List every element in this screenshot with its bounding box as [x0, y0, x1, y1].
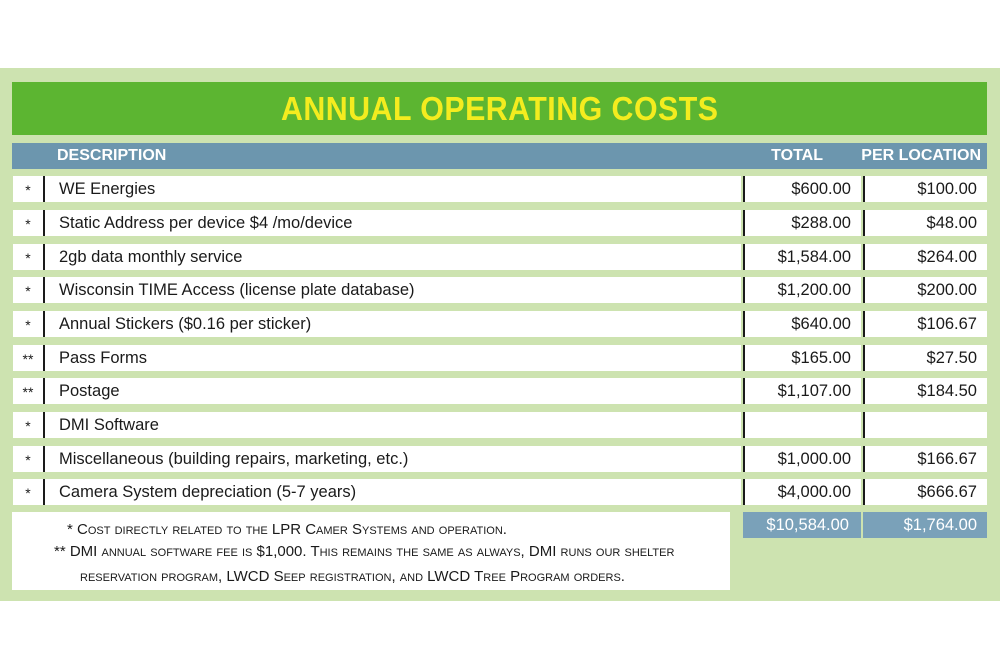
- row-marker: *: [13, 479, 43, 505]
- table-row: [12, 176, 987, 202]
- row-marker: **: [13, 345, 43, 371]
- row-per-location: [863, 412, 987, 438]
- row-description: Miscellaneous (building repairs, marketing, etc.): [43, 446, 741, 472]
- column-header-description: DESCRIPTION: [57, 147, 167, 164]
- footnote-double-star: ** DMI annual software fee is $1,000. This remains the same as always, DMI runs our shelter: [54, 543, 675, 560]
- page-title: ANNUAL OPERATING COSTS: [280, 89, 719, 127]
- row-total: $1,584.00: [743, 244, 861, 270]
- row-marker: *: [13, 210, 43, 236]
- footnote-single-star: * Cost directly related to the LPR Camer Systems and operation.: [67, 521, 507, 538]
- table-row: [12, 210, 987, 236]
- row-marker: *: [13, 311, 43, 337]
- row-marker: **: [13, 378, 43, 404]
- row-per-location: $200.00: [863, 277, 987, 303]
- row-per-location: $666.67: [863, 479, 987, 505]
- table-row: [12, 378, 987, 404]
- table-row: [12, 311, 987, 337]
- row-per-location: $166.67: [863, 446, 987, 472]
- row-description: Annual Stickers ($0.16 per sticker): [43, 311, 741, 337]
- row-total: $1,200.00: [743, 277, 861, 303]
- row-description: 2gb data monthly service: [43, 244, 741, 270]
- row-description: Pass Forms: [43, 345, 741, 371]
- table-header: [12, 143, 987, 169]
- row-total: $1,107.00: [743, 378, 861, 404]
- row-description: Wisconsin TIME Access (license plate database): [43, 277, 741, 303]
- row-marker: *: [13, 176, 43, 202]
- row-per-location: $264.00: [863, 244, 987, 270]
- table-row: [12, 479, 987, 505]
- row-marker: *: [13, 446, 43, 472]
- row-total: $640.00: [743, 311, 861, 337]
- table-row: [12, 412, 987, 438]
- row-total: $1,000.00: [743, 446, 861, 472]
- row-description: Postage: [43, 378, 741, 404]
- row-per-location: $106.67: [863, 311, 987, 337]
- table-row: [12, 345, 987, 371]
- table-row: [12, 446, 987, 472]
- column-header-per-location: PER LOCATION: [861, 147, 981, 164]
- table-row: [12, 277, 987, 303]
- row-description: Static Address per device $4 /mo/device: [43, 210, 741, 236]
- row-total: $165.00: [743, 345, 861, 371]
- title-bar: [12, 82, 987, 135]
- row-description: Camera System depreciation (5-7 years): [43, 479, 741, 505]
- row-description: WE Energies: [43, 176, 741, 202]
- footnote-double-star-continued: reservation program, LWCD Seep registration, and LWCD Tree Program orders.: [80, 568, 625, 585]
- column-header-total: TOTAL: [771, 147, 823, 164]
- grand-total: $10,584.00: [743, 512, 861, 538]
- row-per-location: $48.00: [863, 210, 987, 236]
- row-per-location: $100.00: [863, 176, 987, 202]
- footnotes: [12, 512, 730, 590]
- row-total: [743, 412, 861, 438]
- grand-total-per-location: $1,764.00: [863, 512, 987, 538]
- row-per-location: $27.50: [863, 345, 987, 371]
- row-marker: *: [13, 412, 43, 438]
- row-total: $4,000.00: [743, 479, 861, 505]
- row-total: $288.00: [743, 210, 861, 236]
- row-description: DMI Software: [43, 412, 741, 438]
- row-per-location: $184.50: [863, 378, 987, 404]
- row-total: $600.00: [743, 176, 861, 202]
- table-row: [12, 244, 987, 270]
- row-marker: *: [13, 277, 43, 303]
- row-marker: *: [13, 244, 43, 270]
